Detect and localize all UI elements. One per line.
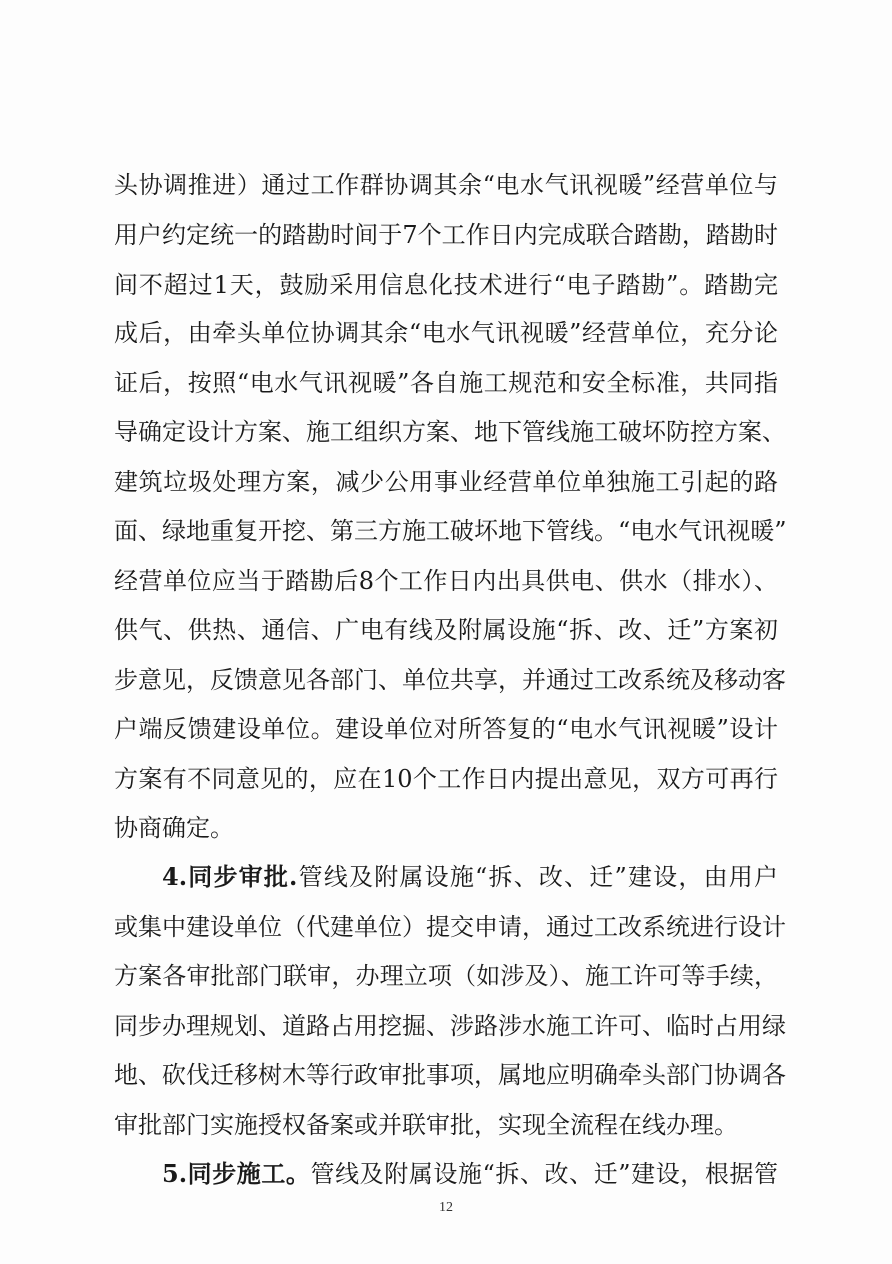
- body-line-4: 成后，由牵头单位协调其余“电水气讯视暖”经营单位，充分论: [114, 319, 778, 347]
- section-4-heading: 4.同步审批.: [162, 862, 298, 891]
- body-line-3: 间不超过1天，鼓励采用信息化技术进行“电子踏勘”。踏勘完: [114, 271, 778, 299]
- section-4-line-3: 方案各审批部门联审，办理立项（如涉及）、施工许可等手续，: [114, 962, 778, 990]
- body-line-8: 面、绿地重复开挖、第三方施工破坏地下管线。“电水气讯视暖”: [114, 517, 787, 545]
- body-line-2: 用户约定统一的踏勘时间于7个工作日内完成联合踏勘，踏勘时: [114, 221, 778, 249]
- body-line-10: 供气、供热、通信、广电有线及附属设施“拆、改、迁”方案初: [114, 616, 778, 644]
- body-line-6: 导确定设计方案、施工组织方案、地下管线施工破坏防控方案、: [114, 418, 786, 446]
- body-line-1: 头协调推进）通过工作群协调其余“电水气讯视暖”经营单位与: [114, 171, 778, 199]
- section-5-heading: 5.同步施工。: [162, 1159, 311, 1188]
- section-4-line-5: 地、砍伐迁移树木等行政审批事项，属地应明确牵头部门协调各: [114, 1061, 786, 1089]
- body-line-5: 证后，按照“电水气讯视暖”各自施工规范和安全标准，共同指: [114, 369, 778, 397]
- section-4-line-2: 或集中建设单位（代建单位）提交申请，通过工改系统进行设计: [114, 913, 786, 941]
- body-line-12: 户端反馈建设单位。建设单位对所答复的“电水气讯视暖”设计: [114, 715, 778, 743]
- body-line-9: 经营单位应当于踏勘后8个工作日内出具供电、供水（排水）、: [114, 567, 778, 595]
- section-5-first-line-text: 管线及附属设施“拆、改、迁”建设，根据管: [310, 1160, 778, 1188]
- section-4-first-line: [162, 857, 778, 897]
- body-line-14: 协商确定。: [114, 814, 234, 842]
- section-4-line-4: 同步办理规划、道路占用挖掘、涉路涉水施工许可、临时占用绿: [114, 1012, 786, 1040]
- section-4-line-6: 审批部门实施授权备案或并联审批，实现全流程在线办理。: [114, 1111, 738, 1139]
- body-line-11: 步意见，反馈意见各部门、单位共享，并通过工改系统及移动客: [114, 666, 786, 694]
- page-number: 12: [439, 1200, 453, 1215]
- section-4-first-line-text: 管线及附属设施“拆、改、迁”建设，由用户: [297, 863, 778, 891]
- body-line-7: 建筑垃圾处理方案，减少公用事业经营单位单独施工引起的路: [114, 468, 778, 496]
- body-line-13: 方案有不同意见的，应在10个工作日内提出意见，双方可再行: [114, 765, 778, 793]
- section-5-first-line: [162, 1154, 778, 1194]
